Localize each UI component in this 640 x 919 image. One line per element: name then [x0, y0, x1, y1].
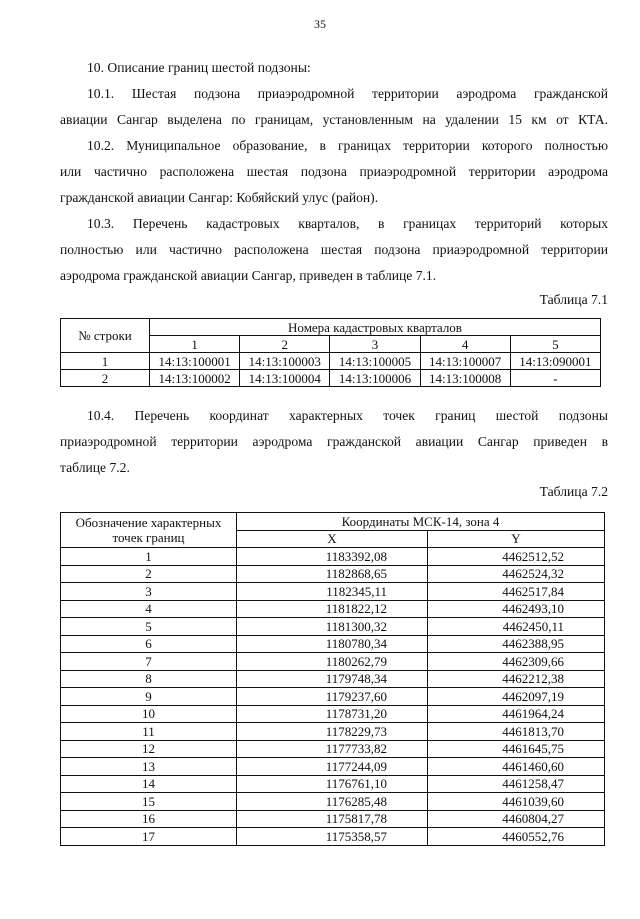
column-number-header: 1	[150, 336, 240, 353]
table-row	[61, 565, 605, 583]
table-row	[61, 705, 605, 723]
table-row	[61, 548, 605, 566]
paragraph-line: гражданской авиации Сангар: Кобяйский улус (район).	[60, 190, 379, 205]
point-number: 7	[61, 653, 237, 671]
y-coordinate: 4460552,76	[428, 828, 605, 846]
table1-label: Таблица 7.1	[539, 292, 608, 307]
point-number: 4	[61, 600, 237, 618]
paragraph-line: авиации Сангар выделена по границам, установленным на удалении 15 км от КТА.	[60, 112, 608, 127]
table-row	[61, 793, 605, 811]
column-number-header: 2	[240, 336, 330, 353]
x-coordinate: 1179237,60	[237, 688, 428, 706]
x-coordinate: 1182868,65	[237, 565, 428, 583]
point-number: 6	[61, 635, 237, 653]
column-number-header: 3	[330, 336, 420, 353]
x-coordinate: 1181822,12	[237, 600, 428, 618]
y-header: Y	[428, 530, 605, 548]
y-coordinate: 4461645,75	[428, 740, 605, 758]
point-number: 1	[61, 548, 237, 566]
y-coordinate: 4462309,66	[428, 653, 605, 671]
table-row	[61, 740, 605, 758]
quarter-cell: 14:13:100001	[150, 353, 240, 370]
point-number: 13	[61, 758, 237, 776]
x-coordinate: 1175358,57	[237, 828, 428, 846]
point-number: 16	[61, 810, 237, 828]
x-coordinate: 1178229,73	[237, 723, 428, 741]
x-coordinate: 1179748,34	[237, 670, 428, 688]
point-number: 12	[61, 740, 237, 758]
y-coordinate: 4460804,27	[428, 810, 605, 828]
table-row	[61, 635, 605, 653]
table-row	[61, 758, 605, 776]
x-header: X	[237, 530, 428, 548]
table-row	[61, 353, 601, 370]
quarter-cell: 14:13:090001	[510, 353, 600, 370]
y-coordinate: 4462493,10	[428, 600, 605, 618]
y-coordinate: 4461258,47	[428, 775, 605, 793]
point-number: 15	[61, 793, 237, 811]
table-row	[61, 828, 605, 846]
paragraph-line: 10.3. Перечень кадастровых кварталов, в границах территорий которых	[87, 216, 608, 231]
y-coordinate: 4462212,38	[428, 670, 605, 688]
x-coordinate: 1175817,78	[237, 810, 428, 828]
x-coordinate: 1182345,11	[237, 583, 428, 601]
table-row	[61, 618, 605, 636]
section-title: 10. Описание границ шестой подзоны:	[87, 60, 311, 75]
point-number: 9	[61, 688, 237, 706]
point-number: 10	[61, 705, 237, 723]
table-row	[61, 600, 605, 618]
row-number-header: № строки	[61, 319, 150, 353]
y-coordinate: 4462388,95	[428, 635, 605, 653]
table-row	[61, 583, 605, 601]
y-coordinate: 4461813,70	[428, 723, 605, 741]
point-number: 11	[61, 723, 237, 741]
table-row	[61, 775, 605, 793]
x-coordinate: 1183392,08	[237, 548, 428, 566]
paragraph-line: аэродрома гражданской авиации Сангар, приведен в таблице 7.1.	[60, 268, 437, 283]
quarter-cell: 14:13:100004	[240, 370, 330, 387]
paragraph-line: таблице 7.2.	[60, 460, 130, 475]
table-row	[61, 688, 605, 706]
x-coordinate: 1177244,09	[237, 758, 428, 776]
points-header-line1: Обозначение характерных	[75, 515, 222, 530]
y-coordinate: 4462512,52	[428, 548, 605, 566]
table-row	[61, 810, 605, 828]
y-coordinate: 4462524,32	[428, 565, 605, 583]
quarter-cell: 14:13:100007	[420, 353, 510, 370]
paragraph-line: 10.4. Перечень координат характерных точек границ шестой подзоны	[87, 408, 608, 423]
row-number: 2	[61, 370, 150, 387]
column-number-header: 5	[510, 336, 600, 353]
point-number: 14	[61, 775, 237, 793]
x-coordinate: 1181300,32	[237, 618, 428, 636]
row-number: 1	[61, 353, 150, 370]
coordinates-table	[60, 512, 605, 846]
paragraph-line: 10.1. Шестая подзона приаэродромной территории аэродрома гражданской	[87, 86, 608, 101]
x-coordinate: 1176285,48	[237, 793, 428, 811]
quarters-group-header: Номера кадастровых кварталов	[150, 319, 601, 336]
points-header	[61, 513, 237, 548]
y-coordinate: 4461964,24	[428, 705, 605, 723]
table2-label: Таблица 7.2	[539, 484, 608, 499]
table-row	[61, 723, 605, 741]
y-coordinate: 4461039,60	[428, 793, 605, 811]
points-header-line2: точек границ	[112, 530, 185, 545]
point-number: 17	[61, 828, 237, 846]
paragraph-line: 10.2. Муниципальное образование, в границах территории которого полностью	[87, 138, 608, 153]
quarter-cell: 14:13:100005	[330, 353, 420, 370]
y-coordinate: 4462450,11	[428, 618, 605, 636]
page-number: 35	[314, 17, 326, 31]
x-coordinate: 1180262,79	[237, 653, 428, 671]
x-coordinate: 1180780,34	[237, 635, 428, 653]
point-number: 2	[61, 565, 237, 583]
quarter-cell: 14:13:100002	[150, 370, 240, 387]
x-coordinate: 1178731,20	[237, 705, 428, 723]
point-number: 5	[61, 618, 237, 636]
paragraph-line: или частично расположена шестая подзона приаэродромной территории аэродрома	[60, 164, 608, 179]
paragraph-line: приаэродромной территории аэродрома гражданской авиации Сангар приведен в	[60, 434, 608, 449]
table-row	[61, 653, 605, 671]
x-coordinate: 1177733,82	[237, 740, 428, 758]
coordinates-header: Координаты МСК-14, зона 4	[237, 513, 605, 531]
quarter-cell: 14:13:100006	[330, 370, 420, 387]
point-number: 8	[61, 670, 237, 688]
y-coordinate: 4462517,84	[428, 583, 605, 601]
table-row	[61, 370, 601, 387]
quarter-cell: 14:13:100008	[420, 370, 510, 387]
quarter-cell: -	[510, 370, 600, 387]
y-coordinate: 4461460,60	[428, 758, 605, 776]
cadastral-quarters-table	[60, 318, 601, 387]
quarter-cell: 14:13:100003	[240, 353, 330, 370]
y-coordinate: 4462097,19	[428, 688, 605, 706]
paragraph-line: полностью или частично расположена шестая подзона приаэродромной территории	[60, 242, 608, 257]
x-coordinate: 1176761,10	[237, 775, 428, 793]
column-number-header: 4	[420, 336, 510, 353]
point-number: 3	[61, 583, 237, 601]
table-row	[61, 670, 605, 688]
